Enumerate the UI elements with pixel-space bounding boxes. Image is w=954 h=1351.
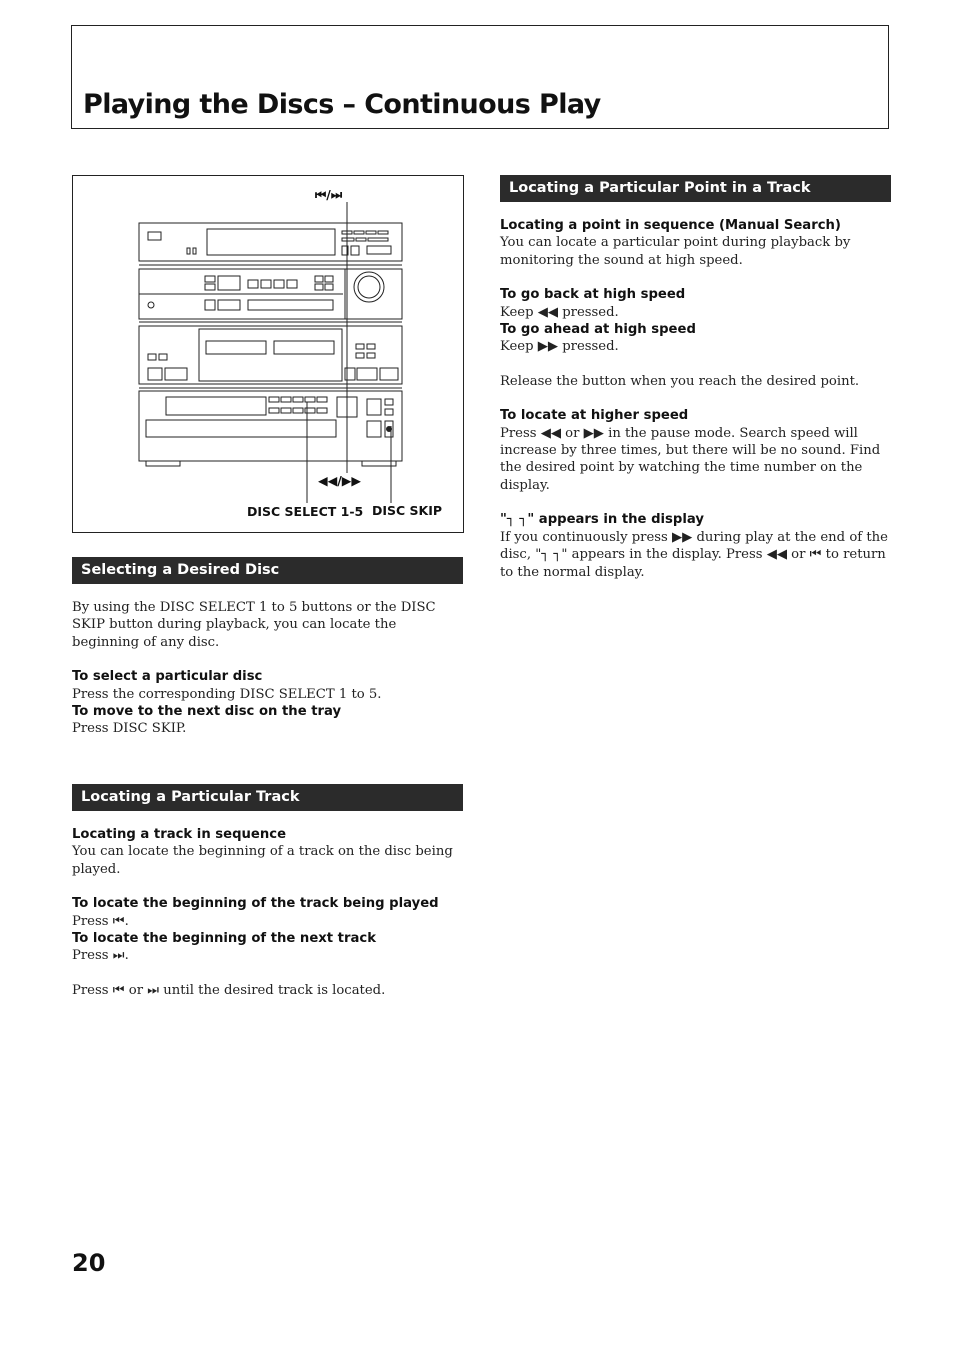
manual-search-title: Locating a point in sequence (Manual Search): [500, 218, 841, 233]
track-sequence-title: Locating a track in sequence: [72, 827, 287, 842]
next-disc-title: To move to the next disc on the tray: [72, 704, 342, 720]
next-track-title: To locate the beginning of the next track: [72, 931, 376, 947]
manual-search-text: You can locate a particular point during playback by monitoring the sound at high speed.: [500, 235, 851, 268]
higher-speed-text: Press ◀◀ or ▶▶ in the pause mode. Search speed will increase by three times, but there will be no sound. Find the desired point by watching the time number on the display.: [500, 425, 881, 493]
locating-track-body: [72, 826, 464, 999]
display-indicator-title: "┐ ┐" appears in the display: [500, 512, 704, 528]
go-back-text: Keep ◀◀ pressed.: [500, 304, 619, 320]
select-particular-disc-text: Press the corresponding DISC SELECT 1 to 5.: [72, 686, 382, 702]
selecting-disc-intro: By using the DISC SELECT 1 to 5 buttons or the DISC SKIP button during playback, you can locate the beginning of any disc.: [72, 600, 436, 650]
current-track-text: Press ⏮.: [72, 913, 129, 929]
locating-point-heading: Locating a Particular Point in a Track: [500, 175, 891, 202]
next-track-text: Press ⏭.: [72, 948, 129, 964]
selecting-disc-heading: Selecting a Desired Disc: [72, 557, 463, 584]
next-disc-text: Press DISC SKIP.: [72, 721, 187, 737]
page-title: Playing the Discs – Continuous Play: [83, 89, 601, 120]
release-text: Release the button when you reach the desired point.: [500, 373, 860, 389]
current-track-title: To locate the beginning of the track being played: [72, 896, 439, 912]
select-particular-disc-title: To select a particular disc: [72, 669, 263, 685]
disc-select-callout: DISC SELECT 1-5: [247, 504, 364, 519]
go-ahead-title: To go ahead at high speed: [500, 322, 696, 338]
higher-speed-title: To locate at higher speed: [500, 408, 689, 424]
title-box: [71, 25, 889, 129]
skip-buttons-callout: ⏮/⏭: [315, 187, 343, 202]
page-number: 20: [72, 1249, 106, 1277]
selecting-disc-body: [72, 599, 464, 738]
go-back-title: To go back at high speed: [500, 287, 686, 303]
go-ahead-text: Keep ▶▶ pressed.: [500, 339, 619, 355]
locating-point-body: [500, 217, 890, 581]
disc-skip-callout: DISC SKIP: [372, 503, 443, 518]
stereo-illustration: [72, 175, 464, 533]
track-closing-text: Press ⏮ or ⏭ until the desired track is located.: [72, 982, 386, 998]
display-indicator-text: If you continuously press ▶▶ during play at the end of the disc, "┐ ┐" appears in the display. Press ◀◀ or ⏮ to return to the normal display.: [500, 529, 888, 580]
locating-track-heading: Locating a Particular Track: [72, 784, 463, 811]
search-buttons-callout: ◀◀/▶▶: [318, 473, 362, 488]
track-sequence-text: You can locate the beginning of a track on the disc being played.: [72, 844, 453, 877]
stereo-system-drawing: [73, 176, 465, 534]
